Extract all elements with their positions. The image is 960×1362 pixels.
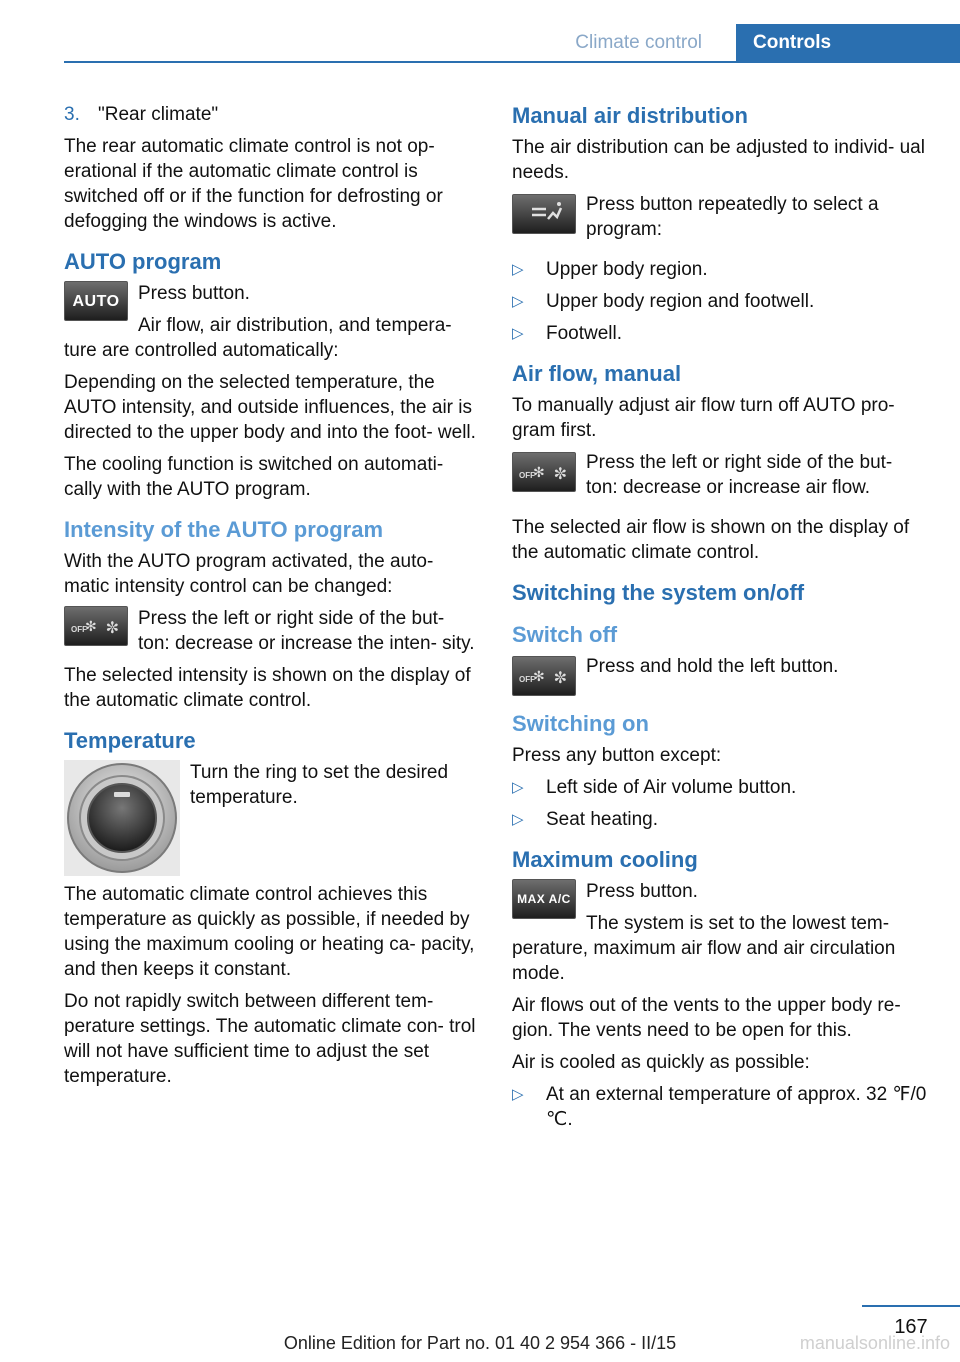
- paragraph: Air flow, air distribution, and tempera‐ ture are controlled automatically:: [64, 315, 452, 361]
- auto-button-icon: [64, 281, 128, 321]
- right-column: [512, 102, 928, 1139]
- off-label: OFF: [71, 625, 87, 634]
- watermark: manualsonline.info: [799, 1333, 950, 1353]
- paragraph: Press button.: [586, 881, 698, 902]
- list-item: ▷ At an external temperature of approx. 32 ℉/0 ℃.: [512, 1084, 927, 1130]
- footer-rule: [862, 1305, 960, 1307]
- max-ac-label: MAX A/C: [517, 891, 571, 906]
- heading-auto-program: AUTO program: [64, 249, 222, 274]
- item-text: "Rear climate": [98, 104, 219, 125]
- paragraph: The air distribution can be adjusted to individ‐ ual needs.: [512, 137, 925, 183]
- paragraph: The automatic climate control achieves this temperature as quickly as possible, if needed by using the maximum cooling or heating ca‐ pacity, and then keeps it constant.: [64, 884, 475, 980]
- switch-off-row: [512, 654, 928, 696]
- paragraph: Press the left or right side of the but‐ ton: decrease or increase the inten‐ sity.: [138, 608, 475, 654]
- fan-icon: ✼: [105, 620, 119, 637]
- max-ac-button-icon: [512, 879, 576, 919]
- paragraph: Press button repeatedly to select a program:: [586, 194, 879, 240]
- air-distribution-button-icon: [512, 194, 576, 234]
- bullet-icon: ▷: [512, 293, 524, 310]
- bullet-icon: ▷: [512, 261, 524, 278]
- paragraph: The selected intensity is shown on the display of the automatic climate control.: [64, 665, 471, 711]
- air-flow-row: [512, 450, 928, 507]
- fan-icon: ✻: [533, 668, 545, 684]
- heading-temperature: Temperature: [64, 728, 196, 753]
- list-item: ▷ Footwell.: [512, 323, 623, 344]
- fan-button-icon: [512, 656, 576, 696]
- fan-button-icon: [512, 452, 576, 492]
- off-label: OFF: [519, 471, 535, 480]
- switching-on-list: [512, 775, 928, 832]
- off-label: OFF: [519, 675, 535, 684]
- bullet-icon: ▷: [512, 779, 524, 796]
- paragraph: Press the left or right side of the but‐ ton: decrease or increase air flow.: [586, 452, 893, 498]
- paragraph: The selected air flow is shown on the display of the automatic climate control.: [512, 517, 910, 563]
- air-distribution-row: [512, 192, 928, 249]
- header-chapter-tab: Controls: [736, 24, 960, 61]
- page-number: 167: [894, 1316, 928, 1338]
- paragraph: To manually adjust air flow turn off AUTO pro‐ gram first.: [512, 395, 895, 441]
- heading-switching-system: Switching the system on/off: [512, 580, 805, 605]
- item-number: 3.: [64, 104, 80, 125]
- list-item: ▷ Upper body region and footwell.: [512, 291, 815, 312]
- paragraph: Turn the ring to set the desired temperature.: [190, 762, 449, 808]
- bullet-icon: ▷: [512, 811, 524, 828]
- heading-air-flow-manual: Air flow, manual: [512, 361, 682, 386]
- fan-icon: ✼: [553, 670, 567, 687]
- fan-button-icon: [64, 606, 128, 646]
- heading-switching-on: Switching on: [512, 711, 649, 736]
- header-section-title: Climate control: [575, 32, 702, 53]
- fan-icon: ✼: [553, 466, 567, 483]
- fan-icon: ✻: [85, 618, 97, 634]
- heading-maximum-cooling: Maximum cooling: [512, 847, 698, 872]
- heading-manual-air-distribution: Manual air distribution: [512, 103, 748, 128]
- numbered-item-3: [64, 102, 480, 127]
- heading-switch-off: Switch off: [512, 622, 618, 647]
- air-distribution-list: [512, 257, 928, 346]
- paragraph: The system is set to the lowest tem‐ perature, maximum air flow and air circulation mode.: [512, 913, 896, 984]
- heading-intensity: Intensity of the AUTO program: [64, 517, 384, 542]
- bullet-icon: ▷: [512, 1086, 524, 1103]
- list-item: ▷ Left side of Air volume button.: [512, 777, 797, 798]
- paragraph: Air is cooled as quickly as possible:: [512, 1052, 810, 1073]
- temperature-dial-image: [64, 760, 180, 876]
- fan-icon: ✻: [533, 464, 545, 480]
- bullet-icon: ▷: [512, 325, 524, 342]
- paragraph: Depending on the selected temperature, the AUTO intensity, and outside influences, the air is directed to the upper body and into the foot‐ well.: [64, 372, 476, 443]
- paragraph: Press any button except:: [512, 745, 722, 766]
- paragraph: Press button.: [138, 283, 250, 304]
- paragraph: With the AUTO program activated, the auto‐ matic intensity control can be changed:: [64, 551, 434, 597]
- paragraph: Do not rapidly switch between different tem‐ perature settings. The automatic climate con‐ trol will not have sufficient time to adjust the set temperature.: [64, 991, 476, 1087]
- max-cooling-list: [512, 1082, 928, 1132]
- page-header: [64, 24, 960, 63]
- left-column: [64, 102, 480, 1096]
- paragraph: The rear automatic climate control is not op‐ erational if the automatic climate control is switched off or if the function for defrosting or defogging the windows is active.: [64, 136, 443, 232]
- edition-text: Online Edition for Part no. 01 40 2 954 366 - II/15: [283, 1333, 677, 1353]
- auto-button-label: AUTO: [72, 292, 120, 310]
- list-item: ▷ Seat heating.: [512, 809, 658, 830]
- paragraph: Press and hold the left button.: [586, 656, 839, 677]
- paragraph: Air flows out of the vents to the upper body re‐ gion. The vents need to be open for this.: [512, 995, 901, 1041]
- paragraph: The cooling function is switched on automati‐ cally with the AUTO program.: [64, 454, 444, 500]
- list-item: ▷ Upper body region.: [512, 259, 708, 280]
